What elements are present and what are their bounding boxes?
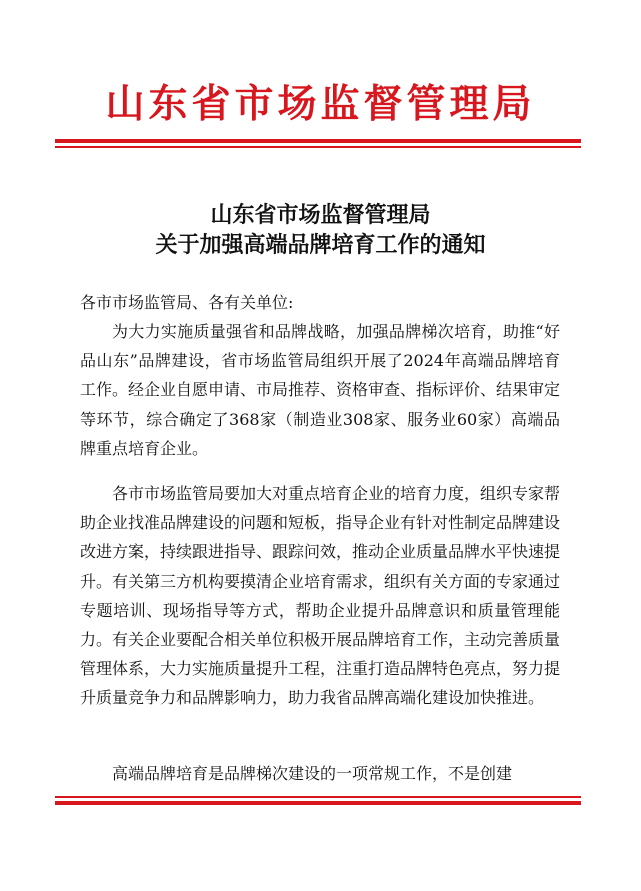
document-title-line-2: 关于加强高端品牌培育工作的通知 xyxy=(155,233,486,258)
body-paragraph-2: 各市市场监管局要加大对重点培育企业的培育力度，组织专家帮助企业找准品牌建设的问题和短板，指导企业有针对性制定品牌建设改进方案，持续跟进指导、跟踪问效，推动企业质量品牌水平快速提升。有关第三方机构要摸清企业培育需求，组织有关方面的专家通过专题培训、现场指导等方式，帮助企业提升品牌意识和质量管理能力。有关企业要配合相关单位积极开展品牌培育工作，主动完善质量管理体系，大力实施质量提升工程，注重打造品牌特色亮点，努力提升质量竞争力和品牌影响力，助力我省品牌高端化建设加快推进。 xyxy=(80,484,561,708)
addressee-line: 各市市场监管局、各有关单位: xyxy=(80,293,294,312)
letterhead-agency-name: 山东省市场监督管理局 xyxy=(105,81,536,127)
letterhead-red-rule-thin xyxy=(55,146,581,148)
footer-red-rule-thin xyxy=(55,796,581,798)
footer-red-rule-thick xyxy=(55,801,581,805)
body-paragraph-1: 为大力实施质量强省和品牌战略，加强品牌梯次培育，助推“好品山东”品牌建设，省市场监管局组织开展了2024年高端品牌培育工作。经企业自愿申请、市局推荐、资格审查、指标评价、结果审定等环节，综合确定了368家（制造业308家、服务业60家）高端品牌重点培育企业。 xyxy=(80,322,561,458)
letterhead-red-rule-thick xyxy=(55,139,581,143)
body-paragraph-3: 高端品牌培育是品牌梯次建设的一项常规工作，不是创建 xyxy=(112,764,513,783)
document-title-line-1: 山东省市场监督管理局 xyxy=(210,203,431,228)
